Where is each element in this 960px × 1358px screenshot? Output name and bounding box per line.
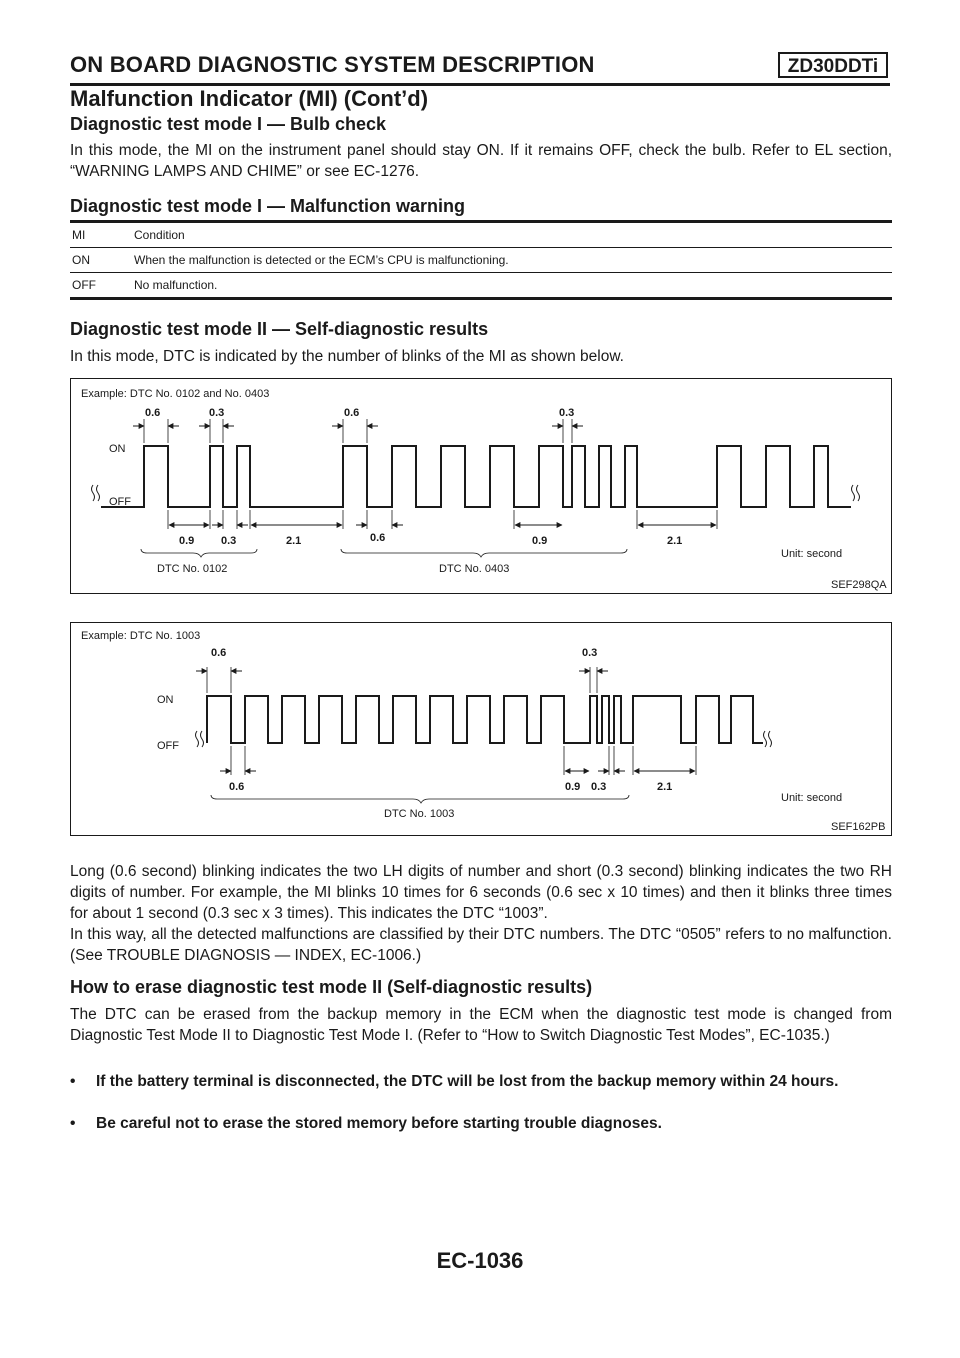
mi-signal-waveform <box>207 696 763 743</box>
figure-title: Example: DTC No. 0102 and No. 0403 <box>81 388 270 400</box>
mi-condition-table <box>70 220 892 300</box>
group-label: DTC No. 0102 <box>157 563 228 575</box>
interval-label: 0.3 <box>209 407 225 419</box>
group-brace <box>141 549 257 557</box>
list-item <box>70 1113 892 1134</box>
figure-title: Example: DTC No. 1003 <box>81 630 201 642</box>
blink-timing-diagram-2 <box>71 623 893 837</box>
interval-label: 2.1 <box>286 535 302 547</box>
dtc-explanation-2: In this way, all the detected malfunctions are classified by their DTC numbers. The DTC “0505” refers to no malfunction. (See TROUBLE DIAGNOSIS — INDEX, EC-1006.) <box>70 926 892 964</box>
table-header-cell: Condition <box>134 228 185 242</box>
figure-dtc-0102-0403 <box>70 378 892 594</box>
page-subtitle: Malfunction Indicator (MI) (Cont’d) <box>70 86 429 111</box>
bullet-marker: • <box>70 1115 76 1132</box>
bulb-check-heading: Diagnostic test mode I — Bulb check <box>70 114 387 134</box>
page-number: EC-1036 <box>436 1248 524 1273</box>
interval-label: 0.6 <box>344 407 360 419</box>
list-item <box>70 1071 892 1092</box>
mi-signal-waveform <box>101 446 851 507</box>
unit-label: Unit: second <box>781 548 843 560</box>
break-mark-icon <box>852 485 860 501</box>
table-header-cell: MI <box>72 228 86 242</box>
bulb-check-body: In this mode, the MI on the instrument panel should stay ON. If it remains OFF, check the bulb. Refer to EL section, “WARNING LAMPS AND CHIME” or see EC-1276. <box>70 142 892 180</box>
bullet-marker: • <box>70 1073 76 1090</box>
interval-label: 0.9 <box>179 535 195 547</box>
interval-label: 0.6 <box>370 532 386 544</box>
off-label: OFF <box>157 740 179 752</box>
bullet-text: If the battery terminal is disconnected, the DTC will be lost from the backup memory within 24 hours. <box>96 1073 839 1090</box>
group-label: DTC No. 1003 <box>384 808 455 820</box>
dtc-explanation-1: Long (0.6 second) blinking indicates the two LH digits of number and short (0.3 second) blinking indicates the two RH digits of number. For example, the MI blinks 10 times for 6 seconds (0.6 sec x 10 times) and then it blinks three times for about 1 second (0.3 sec x 3 times). This indicates the DTC “1003”. <box>70 863 892 922</box>
self-diag-intro: In this mode, DTC is indicated by the number of blinks of the MI as shown below. <box>70 348 624 365</box>
interval-label: 0.3 <box>591 781 607 793</box>
on-label: ON <box>157 694 174 706</box>
group-brace <box>341 549 627 557</box>
on-label: ON <box>109 443 126 455</box>
malfunction-warning-heading: Diagnostic test mode I — Malfunction warning <box>70 196 466 216</box>
figure-code: SEF162PB <box>831 821 886 833</box>
figure-dtc-1003 <box>70 622 892 836</box>
interval-label: 0.6 <box>211 647 227 659</box>
table-row <box>70 273 892 297</box>
off-label: OFF <box>109 496 131 508</box>
erase-body: The DTC can be erased from the backup memory in the ECM when the diagnostic test mode is changed from Diagnostic Test Mode II to Diagnostic Test Mode I. (Refer to “How to Switch Diagnostic Test Modes”, EC-1035.) <box>70 1006 892 1044</box>
self-diag-heading: Diagnostic test mode II — Self-diagnostic results <box>70 319 489 339</box>
table-cell: No malfunction. <box>134 278 218 292</box>
group-brace <box>211 795 629 803</box>
table-cell: OFF <box>72 278 96 292</box>
unit-label: Unit: second <box>781 792 843 804</box>
table-row <box>70 248 892 273</box>
interval-label: 2.1 <box>667 535 683 547</box>
erase-heading: How to erase diagnostic test mode II (Self-diagnostic results) <box>70 977 593 997</box>
table-cell: ON <box>72 253 90 267</box>
break-mark-icon <box>764 731 772 747</box>
section-title: ON BOARD DIAGNOSTIC SYSTEM DESCRIPTION <box>70 52 595 77</box>
interval-label: 0.3 <box>582 647 598 659</box>
table-cell: When the malfunction is detected or the ECM’s CPU is malfunctioning. <box>134 253 509 267</box>
bullet-text: Be careful not to erase the stored memory before starting trouble diagnoses. <box>96 1115 662 1132</box>
interval-label: 0.6 <box>145 407 161 419</box>
group-label: DTC No. 0403 <box>439 563 510 575</box>
interval-label: 0.3 <box>559 407 575 419</box>
table-header-row <box>70 223 892 248</box>
interval-label: 0.9 <box>532 535 548 547</box>
break-mark-icon <box>196 731 204 747</box>
figure-code: SEF298QA <box>831 579 887 591</box>
interval-label: 2.1 <box>657 781 673 793</box>
interval-label: 0.9 <box>565 781 581 793</box>
interval-label: 0.3 <box>221 535 237 547</box>
engine-tag: ZD30DDTi <box>778 52 888 78</box>
interval-label: 0.6 <box>229 781 245 793</box>
break-mark-icon <box>92 485 100 501</box>
blink-timing-diagram-1 <box>71 379 893 595</box>
